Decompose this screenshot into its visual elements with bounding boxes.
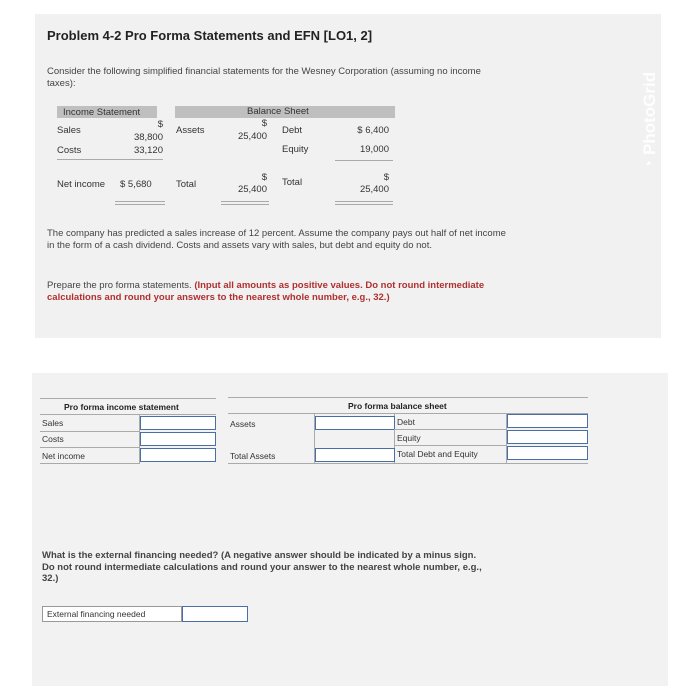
problem-intro: Consider the following simplified financial statements for the Wesney Corporation (assuming no income taxes): (47, 66, 481, 89)
efn-question: What is the external financing needed? (A negative answer should be indicated by a minus sign. Do not round intermediate calculations and round your answer to the nearest whole number, e.g., 32.) (42, 550, 482, 584)
total-liabilities-double-underline (335, 201, 393, 202)
pf-debt-label: Debt (397, 417, 415, 427)
sales-currency: $ (157, 119, 163, 130)
assets-label: Assets (176, 125, 205, 136)
pf-equity-input[interactable] (507, 430, 588, 444)
instruction-plain: Prepare the pro forma statements. (47, 280, 195, 291)
sales-label: Sales (57, 125, 81, 136)
costs-value: 33,120 (133, 145, 163, 156)
pf-net-income-label: Net income (42, 451, 85, 461)
total-assets-double-underline (221, 201, 269, 202)
income-statement-header: Income Statement (63, 107, 141, 118)
pf-costs-label: Costs (42, 434, 64, 444)
total-liabilities-double-underline-2 (335, 204, 393, 205)
balance-table-bottom-rule (228, 463, 588, 464)
net-income-double-underline-2 (115, 204, 165, 205)
net-income-value: $ 5,680 (120, 179, 152, 190)
photogrid-watermark (640, 72, 660, 170)
sales-value: 38,800 (133, 132, 163, 143)
equity-underline (335, 160, 393, 161)
debt-label: Debt (282, 125, 303, 136)
pf-total-assets-label: Total Assets (230, 451, 276, 461)
watermark-text: PhotoGrid (640, 71, 659, 155)
income-row-rule-1 (40, 431, 140, 432)
income-table-header-rule (40, 414, 216, 415)
total-assets-currency: $ (261, 172, 267, 183)
instruction-text (47, 280, 507, 303)
pf-sales-label: Sales (42, 418, 64, 428)
debt-value: $ 6,400 (357, 125, 389, 136)
instruction-bold: (Input all amounts as positive values. Do not round intermediate calculations and round your answers to the nearest whole number, e.g., 32.) (47, 280, 485, 303)
efn-input[interactable] (182, 606, 248, 622)
balance-row-rule-2 (394, 445, 506, 446)
pf-total-debt-equity-input[interactable] (507, 446, 588, 460)
assets-currency: $ (261, 118, 267, 129)
costs-underline (57, 159, 163, 160)
assets-value: 25,400 (237, 131, 267, 142)
problem-panel (35, 14, 661, 338)
pf-total-debt-equity-label: Total Debt and Equity (397, 449, 478, 459)
pro-forma-income-title: Pro forma income statement (64, 402, 179, 412)
income-row-rule-2 (40, 447, 140, 448)
total-assets-double-underline-2 (221, 204, 269, 205)
pro-forma-balance-title: Pro forma balance sheet (348, 401, 447, 411)
income-row-rule-3 (40, 463, 140, 464)
pf-total-assets-input[interactable] (315, 448, 395, 462)
net-income-double-underline (115, 201, 165, 202)
balance-table-top-rule (228, 397, 588, 398)
pf-costs-input[interactable] (140, 432, 216, 446)
total-assets-label: Total (176, 179, 197, 190)
watermark-icon: ◔ (640, 159, 659, 170)
balance-sheet-header: Balance Sheet (247, 106, 309, 117)
equity-value: 19,000 (359, 144, 389, 155)
pf-debt-input[interactable] (507, 414, 588, 428)
answer-panel (32, 373, 668, 686)
equity-label: Equity (282, 144, 309, 155)
problem-title: Problem 4-2 Pro Forma Statements and EFN [LO1, 2] (47, 28, 373, 43)
net-income-label: Net income (57, 179, 106, 190)
pf-net-income-input[interactable] (140, 448, 216, 462)
pf-assets-label: Assets (230, 419, 256, 429)
costs-label: Costs (57, 145, 82, 156)
total-liabilities-currency: $ (383, 172, 389, 183)
pf-sales-input[interactable] (140, 416, 216, 430)
efn-label: External financing needed (42, 606, 182, 622)
total-assets-value: 25,400 (237, 184, 267, 195)
problem-paragraph: The company has predicted a sales increase of 12 percent. Assume the company pays out half of net income in the form of a cash dividend. Costs and assets vary with sales, but debt and equity do not. (47, 228, 506, 251)
total-liabilities-value: 25,400 (359, 184, 389, 195)
income-table-top-rule (40, 398, 216, 399)
pf-assets-input[interactable] (315, 416, 395, 430)
total-liabilities-label: Total (282, 177, 303, 188)
pf-equity-label: Equity (397, 433, 421, 443)
balance-row-rule-1 (394, 429, 506, 430)
